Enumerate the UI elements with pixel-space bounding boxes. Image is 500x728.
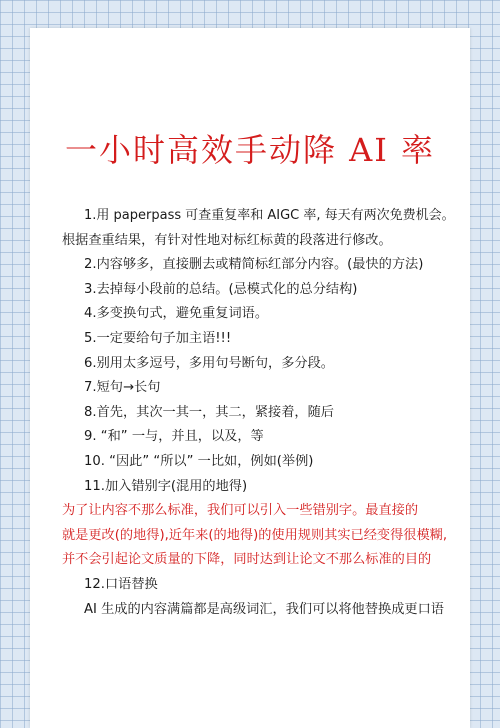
list-item: 2.内容够多，直接删去或精简标红部分内容。(最快的方法) bbox=[84, 257, 424, 273]
list-item: 1.用 paperpass 可查重复率和 AIGC 率, 每天有两次免费机会。 bbox=[84, 208, 455, 223]
list-item: 6.别用太多逗号，多用句号断句，多分段。 bbox=[84, 355, 334, 371]
list-item: 7.短句→长句 bbox=[84, 380, 161, 396]
list-item: 5.一定要给句子加主语!!! bbox=[84, 330, 232, 346]
list-item: 根据查重结果，有针对性地对标红标黄的段落进行修改。 bbox=[62, 232, 392, 248]
document-body bbox=[62, 204, 458, 622]
list-item: 9. “和” 一与，并且，以及，等 bbox=[84, 429, 264, 445]
list-item: 3.去掉每小段前的总结。(忌模式化的总分结构) bbox=[84, 281, 358, 297]
highlight-line: 为了让内容不那么标准，我们可以引入一些错别字。最直接的 bbox=[62, 503, 419, 519]
list-item: 12.口语替换 bbox=[84, 576, 158, 592]
list-item: 4.多变换句式，避免重复词语。 bbox=[84, 306, 269, 322]
list-item: 11.加入错别字(混用的地得) bbox=[84, 478, 248, 494]
list-item: 8.首先，其次一其一，其二，紧接着，随后 bbox=[84, 404, 334, 420]
highlight-line: 并不会引起论文质量的下降，同时达到让论文不那么标准的目的 bbox=[62, 552, 432, 568]
page-title: 一小时高效手动降 AI 率 bbox=[64, 131, 436, 169]
document-page bbox=[30, 28, 470, 728]
list-item: 10. “因此” “所以” 一比如，例如(举例) bbox=[84, 453, 314, 469]
highlight-line: 就是更改(的地得),近年来(的地得)的使用规则其实已经变得很模糊, bbox=[62, 527, 448, 543]
list-item: AI 生成的内容满篇都是高级词汇，我们可以将他替换成更口语 bbox=[84, 601, 444, 617]
